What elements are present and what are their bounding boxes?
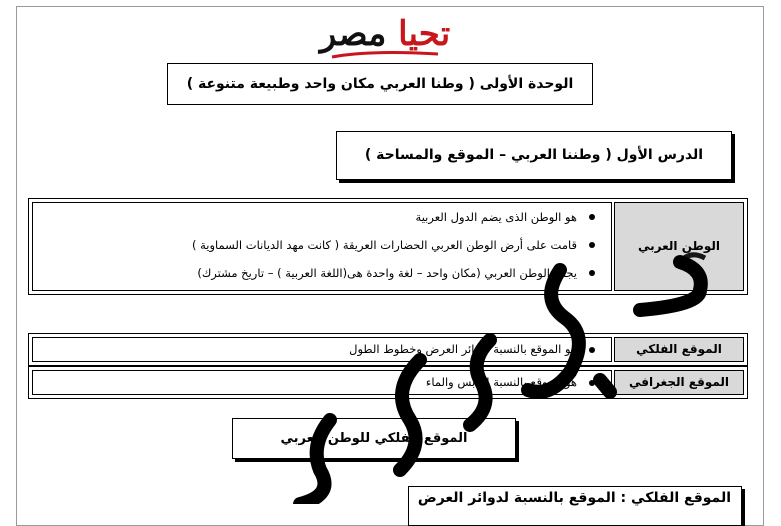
unit-title: الوحدة الأولى ( وطنا العربي مكان واحد وطبيعة متنوعة ): [167, 63, 593, 105]
astronomical-location-heading: الموقع الفلكي للوطن العربي: [232, 418, 516, 459]
astronomical-location-label: الموقع الفلكي: [614, 337, 744, 362]
geographic-location-content: [32, 370, 612, 395]
arab-homeland-points: [33, 203, 611, 287]
astronomical-location-row: [28, 333, 748, 366]
astronomical-location-content: [32, 337, 612, 362]
geographic-location-row: [28, 366, 748, 399]
astronomical-location-text: هو الموقع بالنسبة لدوائر العرض وخطوط الطول: [33, 338, 611, 361]
arab-homeland-label: الوطن العربي: [614, 202, 744, 291]
logo-swoosh-icon: [330, 48, 440, 62]
tahya-misr-logo: [270, 14, 500, 64]
lesson-title: الدرس الأول ( وطننا العربي – الموقع والمساحة ): [336, 131, 732, 180]
geographic-location-text: هو الموقع بالنسبة لليابس والماء: [33, 371, 611, 394]
logo-word-tahya: تحيا: [398, 14, 451, 54]
list-item: قامت على أرض الوطن العربي الحضارات العريقة ( كانت مهد الديانات السماوية ): [33, 231, 611, 259]
arab-homeland-content: [32, 202, 612, 291]
list-item: يجمع الوطن العربي (مكان واحد – لغة واحدة هى(اللغة العربية ) – تاريخ مشترك): [33, 259, 611, 287]
astronomical-location-definition-heading: الموقع الفلكي : الموقع بالنسبة لدوائر العرض: [408, 486, 742, 526]
arab-homeland-section: [28, 198, 748, 295]
list-item: هو الوطن الذى يضم الدول العربية: [33, 203, 611, 231]
logo-word-misr: مصر: [319, 14, 387, 54]
geographic-location-label: الموقع الجغرافي: [614, 370, 744, 395]
